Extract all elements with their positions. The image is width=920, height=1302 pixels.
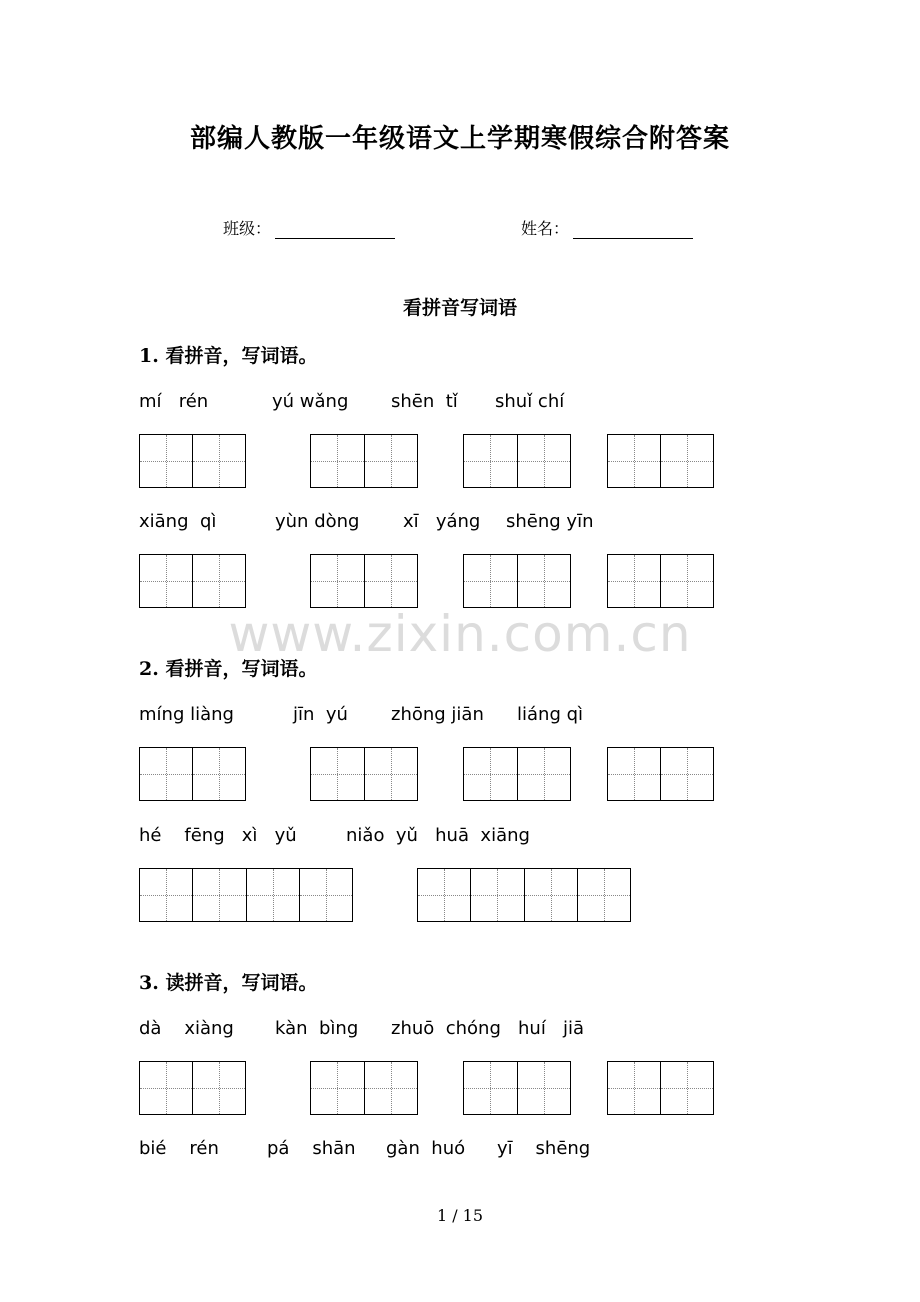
writing-cell[interactable] bbox=[608, 435, 660, 487]
pinyin-label: míng liàng bbox=[139, 704, 234, 725]
writing-cell[interactable] bbox=[517, 555, 571, 607]
writing-grid[interactable] bbox=[607, 747, 714, 801]
writing-cell[interactable] bbox=[364, 1062, 418, 1114]
writing-grid[interactable] bbox=[139, 434, 246, 488]
writing-cell[interactable] bbox=[517, 748, 571, 800]
pinyin-label: zhuō chóng bbox=[391, 1018, 501, 1039]
writing-cell[interactable] bbox=[192, 748, 245, 800]
pinyin-label: xiāng qì bbox=[139, 511, 217, 532]
writing-cell[interactable] bbox=[364, 748, 418, 800]
writing-cell[interactable] bbox=[299, 869, 352, 921]
writing-cell[interactable] bbox=[608, 555, 660, 607]
writing-grid[interactable] bbox=[139, 868, 353, 922]
question-3-heading: 3. 读拼音，写词语。 bbox=[139, 972, 318, 994]
name-blank[interactable] bbox=[573, 222, 693, 239]
writing-cell[interactable] bbox=[364, 435, 418, 487]
writing-cell[interactable] bbox=[660, 435, 713, 487]
pinyin-label: pá shān bbox=[267, 1138, 356, 1159]
writing-grid[interactable] bbox=[417, 868, 631, 922]
class-label: 班级： bbox=[223, 219, 272, 238]
writing-grid[interactable] bbox=[139, 1061, 246, 1115]
pinyin-label: xī yáng bbox=[403, 511, 481, 532]
writing-cell[interactable] bbox=[311, 555, 364, 607]
pinyin-label: yùn dòng bbox=[275, 511, 360, 532]
pinyin-label: gàn huó bbox=[386, 1138, 466, 1159]
writing-cell[interactable] bbox=[192, 555, 245, 607]
writing-grid[interactable] bbox=[139, 554, 246, 608]
question-1-heading: 1. 看拼音，写词语。 bbox=[139, 345, 318, 367]
writing-cell[interactable] bbox=[311, 1062, 364, 1114]
writing-cell[interactable] bbox=[524, 869, 577, 921]
pinyin-label: shēng yīn bbox=[506, 511, 594, 532]
section-title: 看拼音写词语 bbox=[402, 297, 517, 319]
writing-cell[interactable] bbox=[140, 555, 192, 607]
writing-cell[interactable] bbox=[140, 1062, 192, 1114]
pinyin-label: bié rén bbox=[139, 1138, 219, 1159]
writing-cell[interactable] bbox=[140, 435, 192, 487]
class-blank[interactable] bbox=[275, 222, 395, 239]
writing-grid[interactable] bbox=[463, 1061, 571, 1115]
class-field bbox=[223, 216, 395, 239]
writing-grid[interactable] bbox=[310, 554, 418, 608]
writing-cell[interactable] bbox=[246, 869, 299, 921]
writing-grid[interactable] bbox=[139, 747, 246, 801]
writing-cell[interactable] bbox=[464, 555, 517, 607]
pinyin-label: zhōng jiān bbox=[391, 704, 484, 725]
writing-cell[interactable] bbox=[517, 1062, 571, 1114]
pinyin-label: yú wǎng bbox=[272, 391, 349, 412]
writing-cell[interactable] bbox=[311, 435, 364, 487]
writing-grid[interactable] bbox=[310, 747, 418, 801]
question-2-heading: 2. 看拼音，写词语。 bbox=[139, 658, 318, 680]
writing-grid[interactable] bbox=[463, 747, 571, 801]
writing-cell[interactable] bbox=[311, 748, 364, 800]
writing-cell[interactable] bbox=[192, 1062, 245, 1114]
writing-grid[interactable] bbox=[607, 1061, 714, 1115]
writing-cell[interactable] bbox=[660, 1062, 713, 1114]
writing-grid[interactable] bbox=[607, 434, 714, 488]
writing-cell[interactable] bbox=[192, 869, 245, 921]
writing-cell[interactable] bbox=[364, 555, 418, 607]
pinyin-label: yī shēng bbox=[497, 1138, 591, 1159]
pinyin-label: mí rén bbox=[139, 391, 209, 412]
writing-cell[interactable] bbox=[577, 869, 630, 921]
writing-cell[interactable] bbox=[192, 435, 245, 487]
writing-cell[interactable] bbox=[470, 869, 523, 921]
writing-grid[interactable] bbox=[463, 554, 571, 608]
writing-cell[interactable] bbox=[608, 748, 660, 800]
writing-grid[interactable] bbox=[607, 554, 714, 608]
pinyin-label: niǎo yǔ huā xiāng bbox=[346, 825, 530, 846]
pinyin-label: shēn tǐ bbox=[391, 391, 458, 412]
name-field bbox=[521, 216, 693, 239]
writing-grid[interactable] bbox=[310, 434, 418, 488]
pinyin-label: liáng qì bbox=[517, 704, 584, 725]
writing-cell[interactable] bbox=[660, 555, 713, 607]
writing-cell[interactable] bbox=[464, 748, 517, 800]
writing-cell[interactable] bbox=[464, 1062, 517, 1114]
page-number: 1 / 15 bbox=[436, 1206, 484, 1225]
writing-cell[interactable] bbox=[608, 1062, 660, 1114]
writing-grid[interactable] bbox=[463, 434, 571, 488]
pinyin-label: dà xiàng bbox=[139, 1018, 234, 1039]
name-label: 姓名： bbox=[521, 219, 570, 238]
watermark: www.zixin.com.cn bbox=[228, 605, 692, 663]
writing-grid[interactable] bbox=[310, 1061, 418, 1115]
writing-cell[interactable] bbox=[660, 748, 713, 800]
writing-cell[interactable] bbox=[140, 748, 192, 800]
pinyin-label: kàn bìng bbox=[275, 1018, 359, 1039]
pinyin-label: huí jiā bbox=[518, 1018, 585, 1039]
writing-cell[interactable] bbox=[418, 869, 470, 921]
writing-cell[interactable] bbox=[464, 435, 517, 487]
writing-cell[interactable] bbox=[140, 869, 192, 921]
pinyin-label: hé fēng xì yǔ bbox=[139, 825, 297, 846]
pinyin-label: jīn yú bbox=[293, 704, 348, 725]
document-title: 部编人教版一年级语文上学期寒假综合附答案 bbox=[189, 124, 730, 154]
pinyin-label: shuǐ chí bbox=[495, 391, 565, 412]
writing-cell[interactable] bbox=[517, 435, 571, 487]
